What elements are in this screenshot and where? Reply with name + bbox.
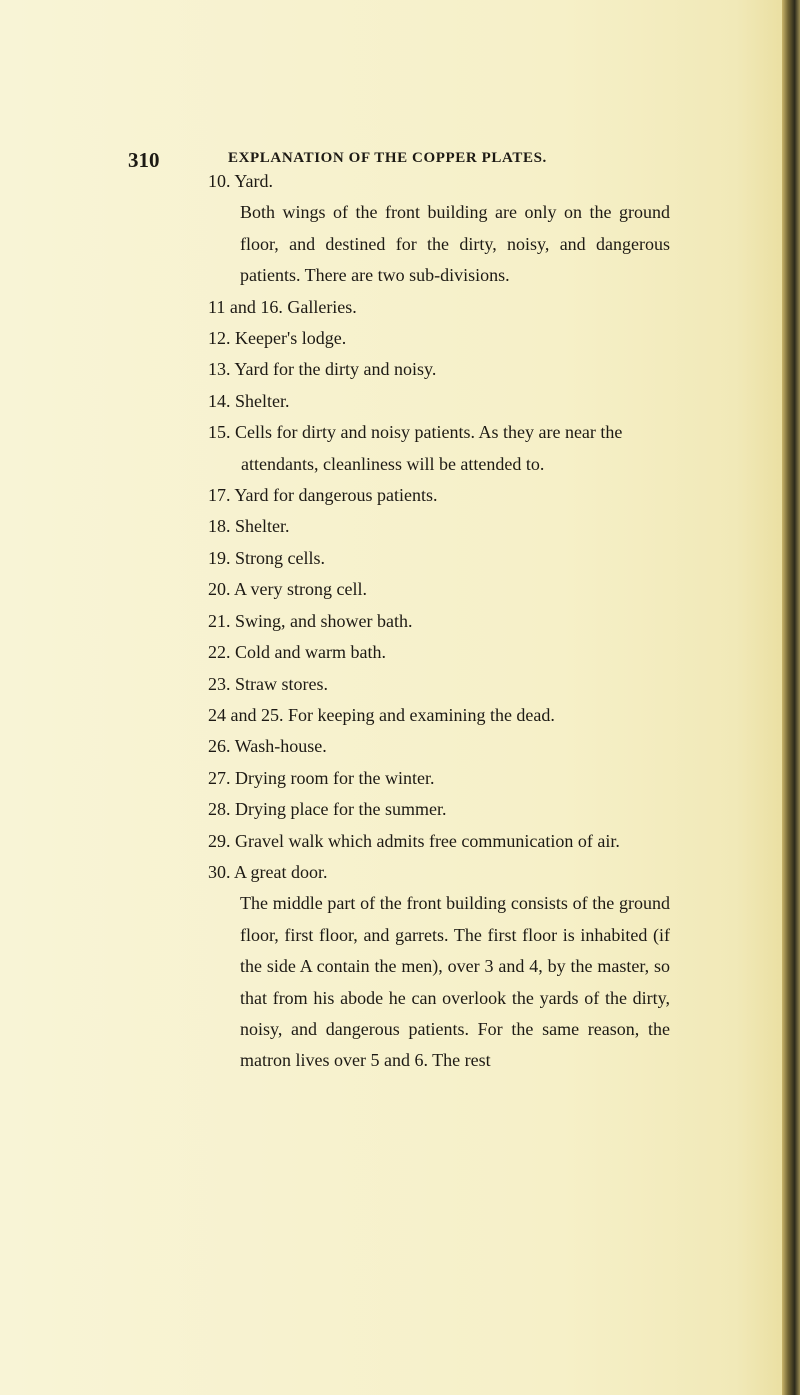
running-head: EXPLANATION OF THE COPPER PLATES. [228, 150, 547, 166]
item-number: 28. [208, 799, 231, 820]
item-text: Cells for dirty and noisy patients. As they are near the attendants, cleanliness will be attended to. [235, 422, 623, 474]
item-text: A great door. [234, 861, 328, 882]
item-number: 19. [208, 547, 231, 568]
list-item [208, 794, 670, 825]
item-number: 18. [208, 516, 231, 537]
item-number: 13. [208, 359, 231, 380]
list-item [208, 857, 670, 888]
item-number: 20. [208, 579, 231, 600]
item-number: 15. [208, 422, 231, 443]
page-number: 310 [128, 148, 160, 172]
list-item [208, 480, 670, 511]
item-number: 27. [208, 767, 231, 788]
item-number: 23. [208, 673, 231, 694]
list-item [208, 323, 670, 354]
item-text: Drying place for the summer. [235, 799, 447, 820]
list-item [208, 606, 670, 637]
item-number: 12. [208, 328, 231, 349]
list-item [208, 826, 670, 857]
list-item [208, 731, 670, 762]
list-item [208, 354, 670, 385]
item-text: Yard for the dirty and noisy. [234, 359, 437, 380]
list-item [208, 574, 670, 605]
item-text: Keeper's lodge. [235, 328, 347, 349]
list-item [208, 166, 670, 197]
item-text: Cold and warm bath. [235, 642, 386, 663]
item-number: 11 [208, 296, 226, 317]
list-item [208, 417, 670, 480]
item-text: and 16. Galleries. [229, 296, 357, 317]
item-text: Yard. [234, 171, 274, 191]
item-text: Yard for dangerous patients. [234, 485, 438, 506]
item-text: Drying room for the winter. [235, 767, 435, 788]
item-text: A very strong cell. [234, 579, 367, 600]
list-item [208, 700, 670, 731]
item-number: 30. [208, 861, 231, 882]
item-text: Strong cells. [235, 547, 325, 568]
list-item [208, 637, 670, 668]
item-number: 10. [208, 171, 231, 191]
item-number: 26. [208, 736, 231, 757]
paragraph-wings: Both wings of the front building are only on the ground floor, and destined for the dirty, noisy, and dangerous patients. There are two sub-divisions. [240, 202, 670, 286]
item-text: Gravel walk which admits free communication of air. [235, 830, 620, 851]
item-text: Wash-house. [234, 736, 327, 757]
item-text: Straw stores. [235, 673, 328, 694]
item-number: 24 [208, 704, 226, 725]
page-content [208, 166, 670, 1077]
item-number: 29. [208, 830, 231, 851]
item-text: Swing, and shower bath. [235, 610, 413, 631]
item-text: Shelter. [235, 516, 290, 537]
item-number: 17. [208, 485, 231, 506]
list-item [208, 511, 670, 542]
item-text: Shelter. [235, 390, 290, 411]
paragraph-middle-part: The middle part of the front building consists of the ground floor, first floor, and garrets. The first floor is inhabited (if the side A contain the men), over 3 and 4, by the master, so that from his abode he can overlook the yards of the dirty, noisy, and dangerous patients. For the same reason, the matron lives over 5 and 6. The rest [240, 893, 670, 1071]
list-item [208, 386, 670, 417]
list-item [208, 763, 670, 794]
list-item [208, 292, 670, 323]
item-number: 22. [208, 642, 231, 663]
page-edge [782, 0, 800, 1395]
item-number: 14. [208, 390, 231, 411]
list-item [208, 669, 670, 700]
item-number: 21. [208, 610, 231, 631]
list-item [208, 543, 670, 574]
item-text: and 25. For keeping and examining the dead. [230, 704, 555, 725]
